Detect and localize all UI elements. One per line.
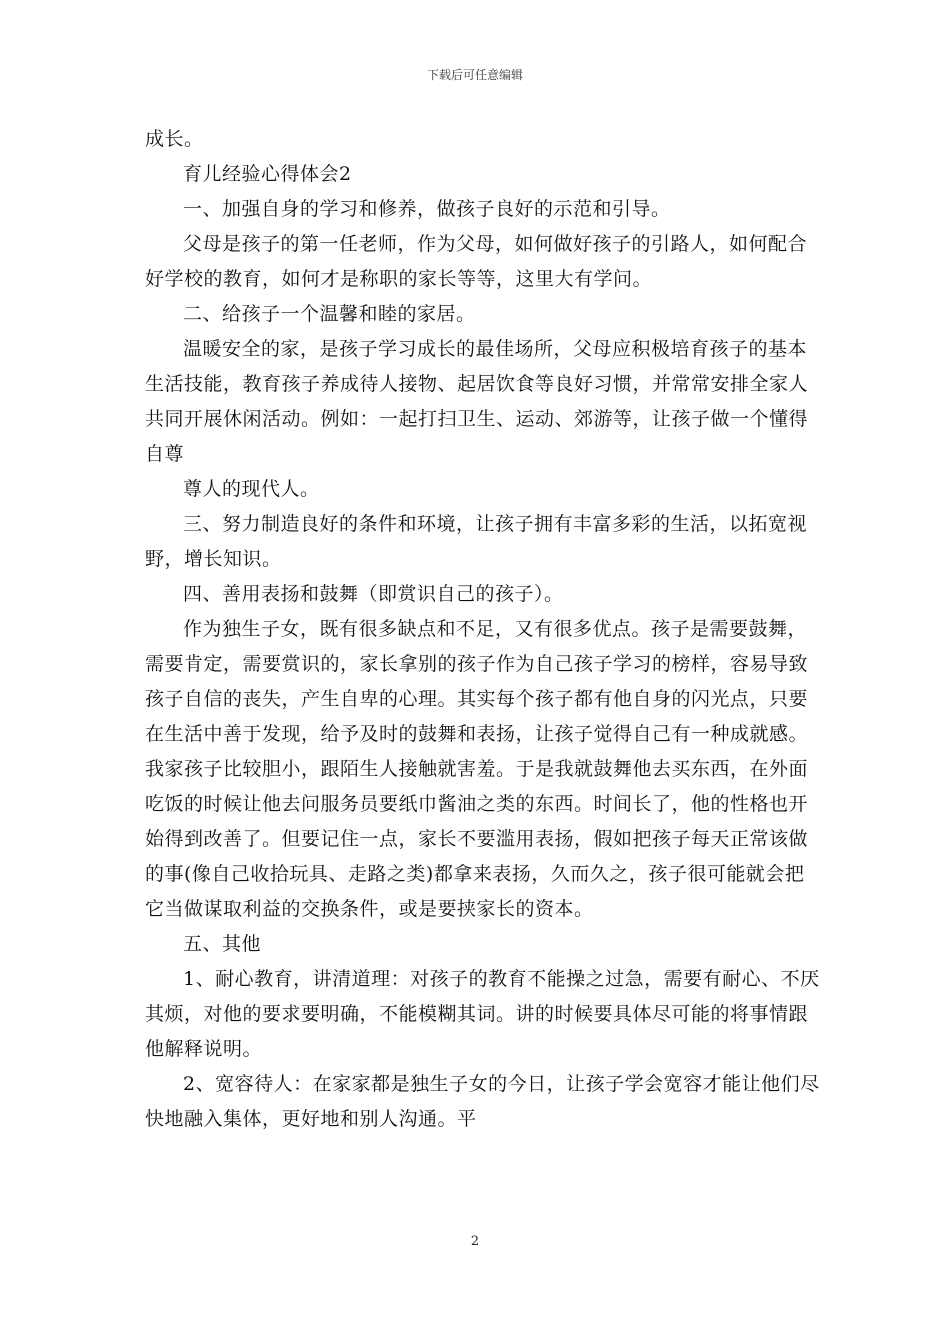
text-line: 自尊 <box>145 443 185 465</box>
text-line: 它当做谋取利益的交换条件，或是要挟家长的资本。 <box>145 898 594 920</box>
text-line: 他解释说明。 <box>145 1038 263 1060</box>
text-line: 成长。 <box>145 128 204 150</box>
text-line: 尊人的现代人。 <box>183 478 320 500</box>
heading-4: 四、善用表扬和鼓舞（即赏识自己的孩子）。 <box>183 583 564 605</box>
heading-3: 三、努力制造良好的条件和环境，让孩子拥有丰富多彩的生活，以拓宽视 <box>183 513 808 535</box>
text-line: 作为独生子女，既有很多缺点和不足，又有很多优点。孩子是需要鼓舞， <box>183 618 808 640</box>
text-line: 1、耐心教育，讲清道理：对孩子的教育不能操之过急，需要有耐心、不厌 <box>183 968 820 990</box>
text-line: 在生活中善于发现，给予及时的鼓舞和表扬，让孩子觉得自己有一种成就感。 <box>145 723 809 745</box>
text-line: 孩子自信的丧失，产生自卑的心理。其实每个孩子都有他自身的闪光点，只要 <box>145 688 809 710</box>
text-line: 温暖安全的家，是孩子学习成长的最佳场所，父母应积极培育孩子的基本 <box>183 338 808 360</box>
text-line: 父母是孩子的第一任老师，作为父母，如何做好孩子的引路人，如何配合 <box>183 233 808 255</box>
text-line: 野，增长知识。 <box>145 548 282 570</box>
text-line: 2、宽容待人：在家家都是独生子女的今日，让孩子学会宽容才能让他们尽 <box>183 1073 820 1095</box>
text-line: 共同开展休闲活动。例如：一起打扫卫生、运动、郊游等，让孩子做一个懂得 <box>145 408 809 430</box>
heading-2: 二、给孩子一个温馨和睦的家居。 <box>183 303 476 325</box>
section-title: 育儿经验心得体会2 <box>183 163 352 185</box>
document-body <box>145 122 820 1137</box>
text-line: 始得到改善了。但要记住一点，家长不要滥用表扬，假如把孩子每天正常该做 <box>145 828 809 850</box>
text-line: 好学校的教育，如何才是称职的家长等等，这里大有学问。 <box>145 268 653 290</box>
text-line: 生活技能，教育孩子养成待人接物、起居饮食等良好习惯，并常常安排全家人 <box>145 373 809 395</box>
text-line: 吃饭的时候让他去问服务员要纸巾酱油之类的东西。时间长了，他的性格也开 <box>145 793 809 815</box>
heading-5: 五、其他 <box>183 933 262 955</box>
header-note: 下载后可任意编辑 <box>426 68 523 82</box>
text-line: 其烦，对他的要求要明确，不能模糊其词。讲的时候要具体尽可能的将事情跟 <box>145 1003 809 1025</box>
text-line: 的事(像自己收拾玩具、走路之类)都拿来表扬，久而久之，孩子很可能就会把 <box>145 863 805 885</box>
heading-1: 一、加强自身的学习和修养，做孩子良好的示范和引导。 <box>183 198 671 220</box>
text-line: 我家孩子比较胆小，跟陌生人接触就害羞。于是我就鼓舞他去买东西，在外面 <box>145 758 809 780</box>
text-line: 快地融入集体，更好地和别人沟通。平 <box>145 1108 477 1130</box>
page-number: 2 <box>470 1234 480 1249</box>
text-line: 需要肯定，需要赏识的，家长拿别的孩子作为自己孩子学习的榜样，容易导致 <box>145 653 809 675</box>
